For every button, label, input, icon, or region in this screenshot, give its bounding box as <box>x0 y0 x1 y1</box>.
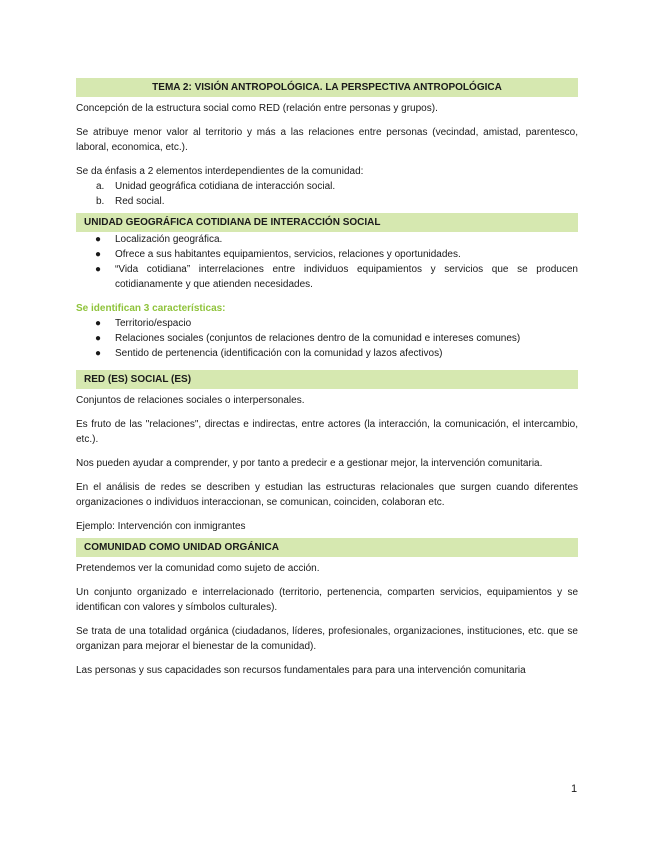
list-item-text: Localización geográfica. <box>115 234 223 245</box>
bullet-icon: ● <box>95 234 102 245</box>
paragraph: Conjuntos de relaciones sociales o interpersonales. <box>76 395 305 406</box>
paragraph: En el análisis de redes se describen y estudian las estructuras relacionales que surgen cuando diferentes organizaciones o individuos interaccionan, se comunican, coinciden, colaboran etc. <box>76 482 578 508</box>
list-item <box>76 232 578 247</box>
list-item-text: “Vida cotidiana” interrelaciones entre individuos equipamientos y servicios que se producen cotidianamente y que atienden necesidades. <box>115 264 578 290</box>
bullet-icon: ● <box>95 264 102 275</box>
list-item <box>76 316 578 331</box>
list-item <box>76 331 578 346</box>
paragraph: Se atribuye menor valor al territorio y más a las relaciones entre personas (vecindad, amistad, parentesco, laboral, economica, etc.). <box>76 127 578 153</box>
list-item-text: Relaciones sociales (conjuntos de relaciones dentro de la comunidad e intereses comunes) <box>115 333 521 344</box>
section-heading-red-social: RED (ES) SOCIAL (ES) <box>76 370 578 389</box>
page-content <box>76 78 578 678</box>
paragraph: Se da énfasis a 2 elementos interdependientes de la comunidad: <box>76 166 364 177</box>
bullet-icon: ● <box>95 348 102 359</box>
paragraph: Un conjunto organizado e interrelacionado (territorio, pertenencia, comparten servicios, equipamientos y se identifican con valores y símbolos culturales). <box>76 587 578 613</box>
section-heading-tema-2: TEMA 2: VISIÓN ANTROPOLÓGICA. LA PERSPECTIVA ANTROPOLÓGICA <box>76 78 578 97</box>
section-heading-unidad-geografica: UNIDAD GEOGRÁFICA COTIDIANA DE INTERACCIÓN SOCIAL <box>76 213 578 232</box>
paragraph: Nos pueden ayudar a comprender, y por tanto a predecir e a gestionar mejor, la intervención comunitaria. <box>76 458 543 469</box>
bullet-icon: ● <box>95 333 102 344</box>
paragraph: Concepción de la estructura social como RED (relación entre personas y grupos). <box>76 103 438 114</box>
list-item-text: Sentido de pertenencia (identificación con la comunidad y lazos afectivos) <box>115 348 443 359</box>
page-number: 1 <box>571 783 578 795</box>
list-item <box>76 194 578 209</box>
list-item-text: Ofrece a sus habitantes equipamientos, servicios, relaciones y oportunidades. <box>115 249 461 260</box>
bullet-icon: ● <box>95 249 102 260</box>
green-subheading: Se identifican 3 características: <box>76 303 226 314</box>
bullet-list <box>76 232 578 292</box>
list-item <box>76 179 578 194</box>
paragraph: Es fruto de las "relaciones", directas e indirectas, entre actores (la interacción, la comunicación, el intercambio, etc.). <box>76 419 578 445</box>
list-item-text: Territorio/espacio <box>115 318 192 329</box>
list-item <box>76 262 578 292</box>
paragraph: Se trata de una totalidad orgánica (ciudadanos, líderes, profesionales, organizaciones, instituciones, etc. que se organizan para mejorar el bienestar de la comunidad). <box>76 626 578 652</box>
section-heading-comunidad-organica: COMUNIDAD COMO UNIDAD ORGÁNICA <box>76 538 578 557</box>
list-marker: a. <box>96 181 105 192</box>
list-item-text: Unidad geográfica cotidiana de interacción social. <box>115 181 336 192</box>
paragraph: Ejemplo: Intervención con inmigrantes <box>76 521 246 532</box>
paragraph: Pretendemos ver la comunidad como sujeto de acción. <box>76 563 320 574</box>
list-marker: b. <box>96 196 105 207</box>
paragraph: Las personas y sus capacidades son recursos fundamentales para para una intervención comunitaria <box>76 665 526 676</box>
bullet-list <box>76 316 578 361</box>
list-item-text: Red social. <box>115 196 165 207</box>
list-item <box>76 247 578 262</box>
ordered-list <box>76 179 578 209</box>
bullet-icon: ● <box>95 318 102 329</box>
list-item <box>76 346 578 361</box>
